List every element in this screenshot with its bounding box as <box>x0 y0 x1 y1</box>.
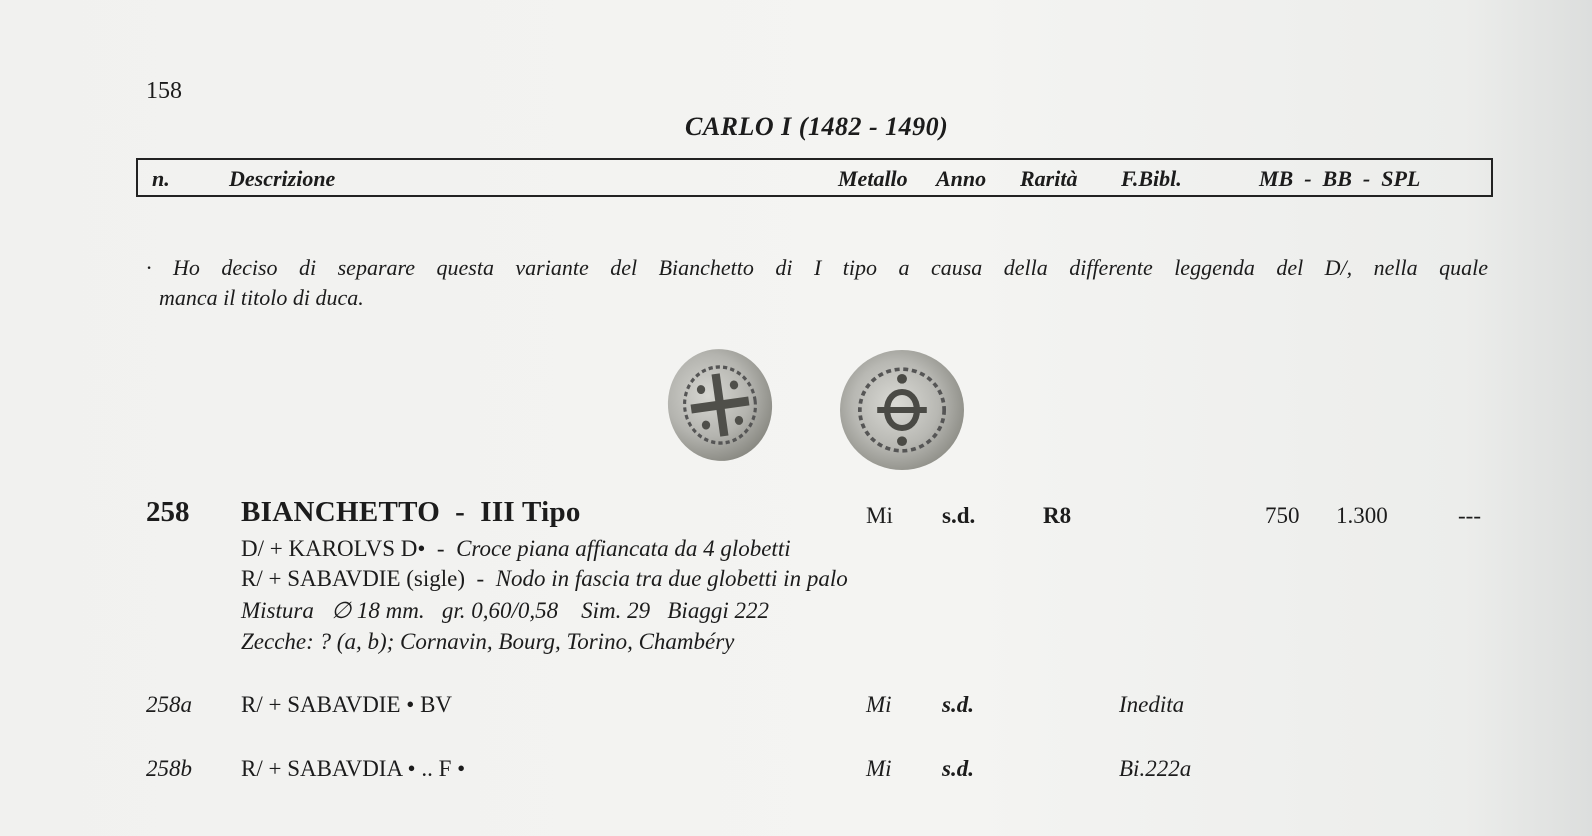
variant-number: 258a <box>146 692 192 717</box>
reverse-line <box>241 566 848 592</box>
entry-price-mb: 750 <box>1265 503 1300 528</box>
entry-price-spl: --- <box>1458 503 1481 528</box>
page-number: 158 <box>146 78 182 104</box>
variant-number: 258b <box>146 756 192 781</box>
variant-anno: s.d. <box>942 692 974 717</box>
reverse-description: Nodo in fascia tra due globetti in palo <box>495 566 848 591</box>
obverse-line <box>241 536 791 562</box>
reverse-legend: R/ + SABAVDIE (sigle) - <box>241 566 496 591</box>
entry-mints: Zecche: ? (a, b); Cornavin, Bourg, Torino, Chambéry <box>241 629 735 654</box>
header-anno: Anno <box>936 166 987 191</box>
entry-price-bb: 1.300 <box>1336 503 1388 528</box>
variant-metal: Mi <box>866 692 892 717</box>
header-rarita: Rarità <box>1020 166 1078 191</box>
variant-note <box>146 253 1488 313</box>
header-descrizione: Descrizione <box>229 166 336 191</box>
obverse-description: Croce piana affiancata da 4 globetti <box>456 536 791 561</box>
variant-legend: R/ + SABAVDIE • BV <box>241 692 453 717</box>
header-fbibl: F.Bibl. <box>1121 166 1182 191</box>
entry-specs: Mistura ∅ 18 mm. gr. 0,60/0,58 Sim. 29 Biaggi 222 <box>241 598 769 623</box>
note-line-2: manca il titolo di duca. <box>159 285 364 310</box>
entry-title: BIANCHETTO - III Tipo <box>241 496 581 528</box>
variant-reference: Bi.222a <box>1119 756 1192 781</box>
entry-number: 258 <box>146 496 190 528</box>
entry-metal: Mi <box>866 503 893 528</box>
coin-obverse-photo <box>661 342 780 467</box>
header-n: n. <box>152 166 170 191</box>
chapter-title: CARLO I (1482 - 1490) <box>685 112 949 141</box>
variant-legend: R/ + SABAVDIA • .. F • <box>241 756 466 781</box>
entry-anno: s.d. <box>942 503 976 528</box>
header-grades: MB - BB - SPL <box>1259 166 1421 191</box>
coin-reverse-photo <box>840 350 964 470</box>
variant-anno: s.d. <box>942 756 974 781</box>
entry-rarity: R8 <box>1043 503 1072 528</box>
variant-metal: Mi <box>866 756 892 781</box>
obverse-legend: D/ + KAROLVS D• - <box>241 536 457 561</box>
note-line-1: · Ho deciso di separare questa variante del Bianchetto di I tipo a causa della differente leggenda del D/, nella quale <box>146 255 1488 280</box>
header-metallo: Metallo <box>838 166 908 191</box>
variant-reference: Inedita <box>1119 692 1185 717</box>
